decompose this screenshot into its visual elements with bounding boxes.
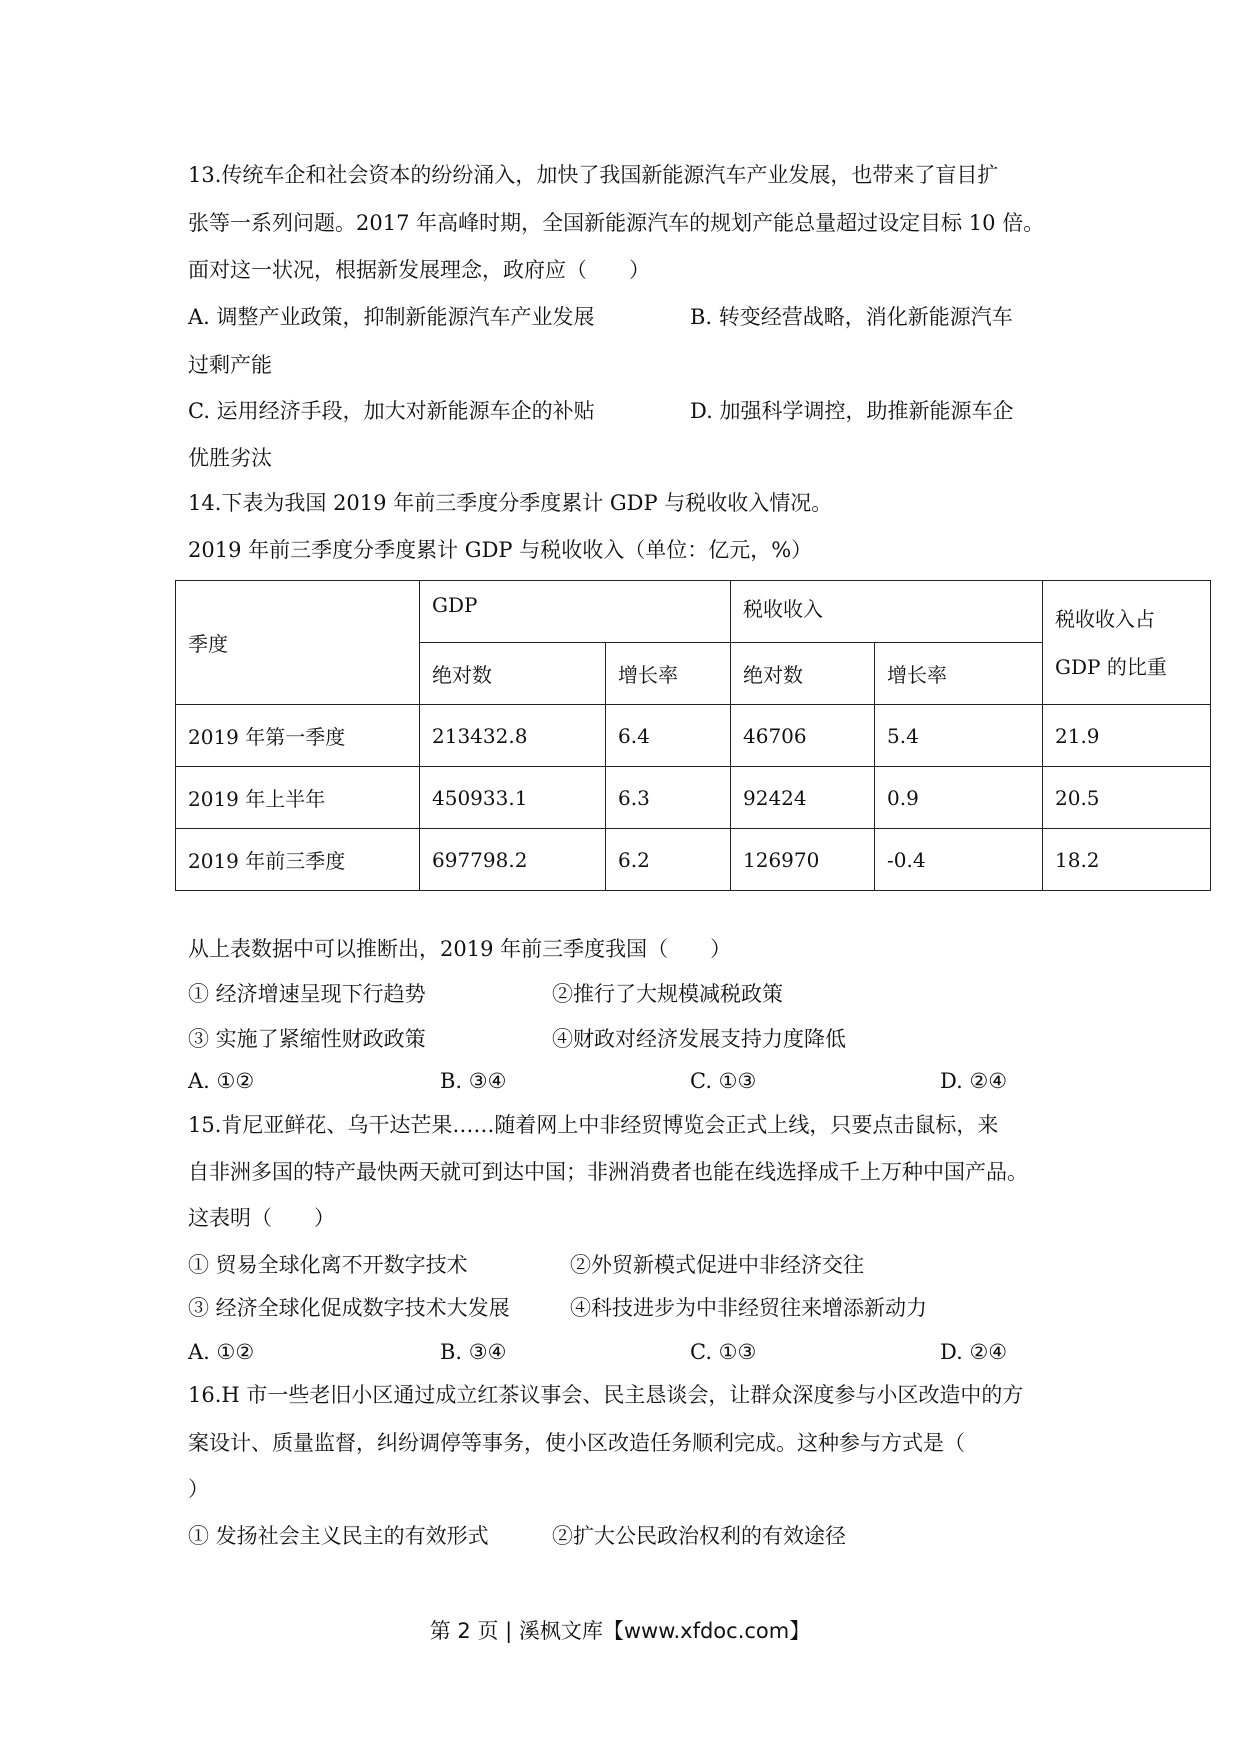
q14-option-a: A. ①②: [188, 1069, 255, 1093]
table-row: [176, 829, 1211, 891]
q14-statement-4: ④财政对经济发展支持力度降低: [552, 1027, 846, 1051]
q14-option-d: D. ②④: [940, 1069, 1008, 1093]
q13-stem-line-1: 13.传统车企和社会资本的纷纷涌入，加快了我国新能源汽车产业发展，也带来了盲目扩: [188, 163, 999, 187]
header-ratio-line-2: GDP 的比重: [1055, 654, 1167, 679]
cell-gdp-growth: 6.2: [606, 829, 731, 891]
q15-statement-4: ④科技进步为中非经贸往来增添新动力: [570, 1296, 927, 1320]
cell-tax-ratio: 20.5: [1043, 767, 1211, 829]
q16-stem-line-2: 案设计、质量监督，纠纷调停等事务，使小区改造任务顺利完成。这种参与方式是（: [188, 1431, 965, 1455]
q15-stem-line-2: 自非洲多国的特产最快两天就可到达中国；非洲消费者也能在线选择成千上万种中国产品。: [188, 1160, 1028, 1184]
q14-statement-1: ① 经济增速呈现下行趋势: [188, 982, 426, 1006]
q15-option-d: D. ②④: [940, 1340, 1008, 1364]
header-tax-absolute: 绝对数: [731, 643, 875, 705]
cell-tax-ratio: 21.9: [1043, 705, 1211, 767]
q14-stem: 14.下表为我国 2019 年前三季度分季度累计 GDP 与税收收入情况。: [188, 491, 833, 515]
cell-season: 2019 年前三季度: [176, 829, 420, 891]
q14-statement-3: ③ 实施了紧缩性财政政策: [188, 1027, 426, 1051]
gdp-tax-table: [175, 580, 1211, 891]
cell-tax-ratio: 18.2: [1043, 829, 1211, 891]
cell-gdp-absolute: 213432.8: [420, 705, 606, 767]
q15-option-b: B. ③④: [440, 1340, 507, 1364]
header-ratio-line-1: 税收收入占: [1055, 606, 1155, 631]
q13-stem-line-2: 张等一系列问题。2017 年高峰时期，全国新能源汽车的规划产能总量超过设定目标 10 倍。: [188, 211, 1045, 235]
header-tax: 税收收入: [731, 581, 1043, 643]
q13-option-a: A. 调整产业政策，抑制新能源汽车产业发展: [188, 305, 595, 329]
q15-stem-line-3: 这表明（ ）: [188, 1206, 335, 1230]
q13-stem-line-3: 面对这一状况，根据新发展理念，政府应（ ）: [188, 258, 650, 282]
q15-statement-1: ① 贸易全球化离不开数字技术: [188, 1253, 468, 1277]
q16-statement-1: ① 发扬社会主义民主的有效形式: [188, 1524, 489, 1548]
q16-statement-2: ②扩大公民政治权利的有效途径: [552, 1524, 846, 1548]
header-season: 季度: [176, 581, 420, 705]
q14-statement-2: ②推行了大规模减税政策: [552, 982, 783, 1006]
q13-option-b-continued: 过剩产能: [188, 353, 272, 377]
q13-option-d-continued: 优胜劣汰: [188, 446, 272, 470]
header-gdp: GDP: [420, 581, 731, 643]
cell-tax-absolute: 46706: [731, 705, 875, 767]
q15-statement-3: ③ 经济全球化促成数字技术大发展: [188, 1296, 510, 1320]
q14-option-b: B. ③④: [440, 1069, 507, 1093]
q13-option-c: C. 运用经济手段，加大对新能源车企的补贴: [188, 399, 595, 423]
cell-tax-growth: 5.4: [875, 705, 1043, 767]
q15-stem-line-1: 15.肯尼亚鲜花、乌干达芒果……随着网上中非经贸博览会正式上线，只要点击鼠标，来: [188, 1113, 999, 1137]
cell-gdp-absolute: 697798.2: [420, 829, 606, 891]
q14-option-c: C. ①③: [690, 1069, 757, 1093]
cell-season: 2019 年上半年: [176, 767, 420, 829]
cell-gdp-absolute: 450933.1: [420, 767, 606, 829]
cell-tax-absolute: 126970: [731, 829, 875, 891]
page-footer: 第 2 页 | 溪枫文库【www.xfdoc.com】: [429, 1619, 811, 1643]
q16-stem-line-1: 16.H 市一些老旧小区通过成立红茶议事会、民主恳谈会，让群众深度参与小区改造中的方: [188, 1383, 1024, 1407]
cell-gdp-growth: 6.3: [606, 767, 731, 829]
q13-option-d: D. 加强科学调控，助推新能源车企: [690, 399, 1014, 423]
cell-tax-growth: 0.9: [875, 767, 1043, 829]
q16-stem-line-3: ）: [188, 1477, 209, 1501]
q14-question: 从上表数据中可以推断出，2019 年前三季度我国（ ）: [188, 937, 732, 961]
q15-option-c: C. ①③: [690, 1340, 757, 1364]
cell-season: 2019 年第一季度: [176, 705, 420, 767]
header-tax-growth: 增长率: [875, 643, 1043, 705]
table-row: [176, 767, 1211, 829]
table-row: [176, 705, 1211, 767]
cell-gdp-growth: 6.4: [606, 705, 731, 767]
q14-table-caption: 2019 年前三季度分季度累计 GDP 与税收收入（单位：亿元，%）: [188, 538, 813, 562]
cell-tax-absolute: 92424: [731, 767, 875, 829]
cell-tax-growth: -0.4: [875, 829, 1043, 891]
header-ratio: [1043, 581, 1211, 705]
header-gdp-absolute: 绝对数: [420, 643, 606, 705]
q13-option-b: B. 转变经营战略，消化新能源汽车: [690, 305, 1013, 329]
q15-statement-2: ②外贸新模式促进中非经济交往: [570, 1253, 864, 1277]
q15-option-a: A. ①②: [188, 1340, 255, 1364]
header-gdp-growth: 增长率: [606, 643, 731, 705]
